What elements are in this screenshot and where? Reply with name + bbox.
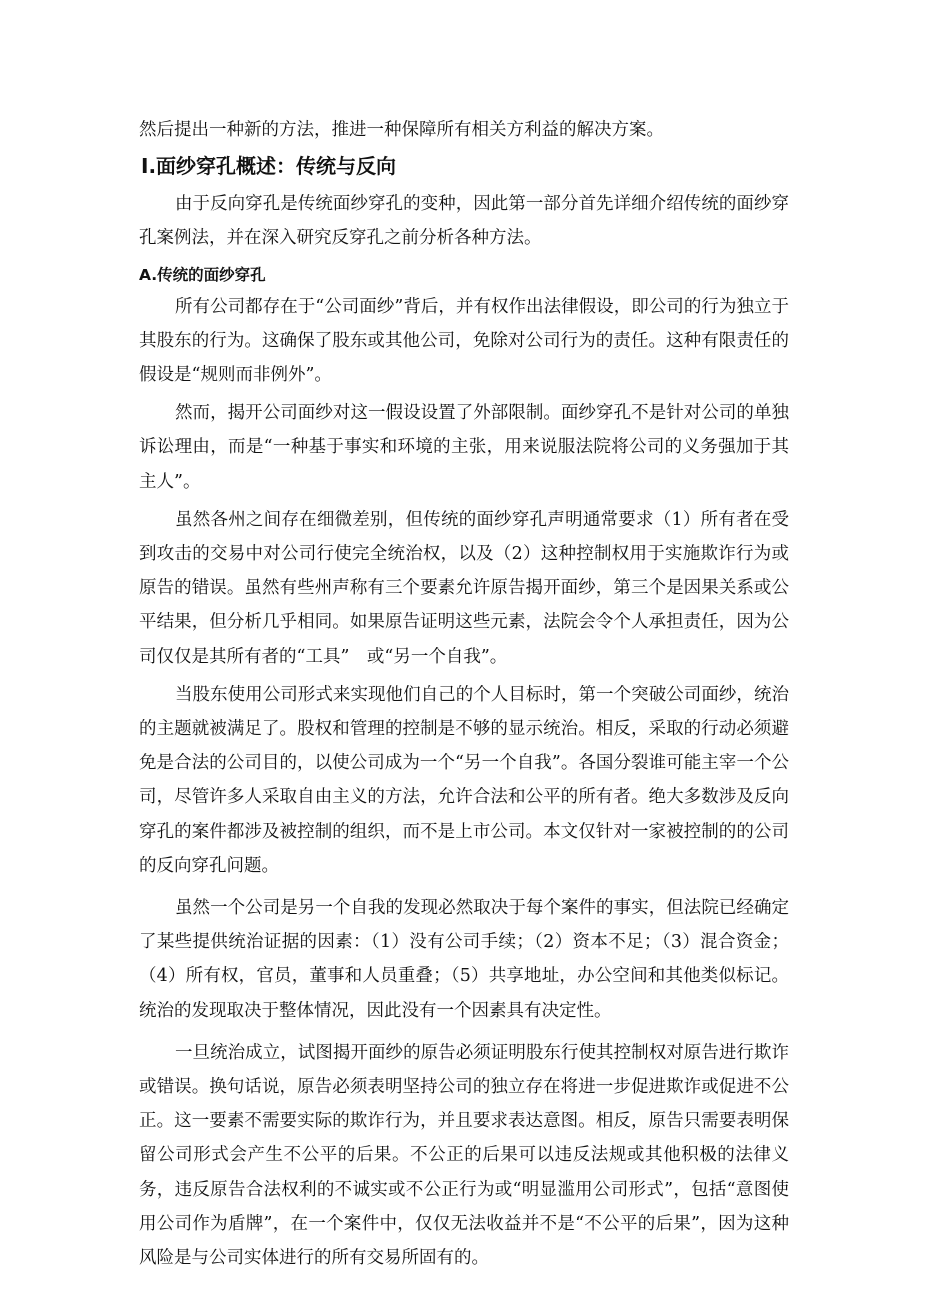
- section-intro-paragraph: 由于反向穿孔是传统面纱穿孔的变种，因此第一部分首先详细介绍传统的面纱穿孔案例法，并在深入研究反穿孔之前分析各种方法。: [139, 194, 789, 249]
- body-paragraph-5: 虽然一个公司是另一个自我的发现必然取决于每个案件的事实，但法院已经确定了某些提供统治证据的因素：（1）没有公司手续；（2）资本不足；（3）混合资金；（4）所有权，官员，董事和人员重叠；（5）共享地址，办公空间和其他类似标记。统治的发现取决于整体情况，因此没有一个因素具有决定性。: [139, 898, 789, 1021]
- body-paragraph-2: 然而，揭开公司面纱对这一假设设置了外部限制。面纱穿孔不是针对公司的单独诉讼理由，而是“一种基于事实和环境的主张，用来说服法院将公司的义务强加于其主人”。: [139, 403, 789, 492]
- subsection-heading: A.传统的面纱穿孔: [139, 265, 266, 284]
- intro-line: 然后提出一种新的方法，推进一种保障所有相关方利益的解决方案。: [139, 120, 664, 140]
- body-paragraph-3: 虽然各州之间存在细微差别，但传统的面纱穿孔声明通常要求（1）所有者在受到攻击的交易中对公司行使完全统治权，以及（2）这种控制权用于实施欺诈行为或原告的错误。虽然有些州声称有三个要素允许原告揭开面纱，第三个是因果关系或公平结果，但分析几乎相同。如果原告证明这些元素，法院会令个人承担责任，因为公司仅仅是其所有者的“工具” 或“另一个自我”。: [139, 509, 789, 667]
- body-paragraph-1: 所有公司都存在于“公司面纱”背后，并有权作出法律假设，即公司的行为独立于其股东的行为。这确保了股东或其他公司，免除对公司行为的责任。这种有限责任的假设是“规则而非例外”。: [139, 296, 789, 386]
- document-body: [139, 113, 789, 1275]
- body-paragraph-4: 当股东使用公司形式来实现他们自己的个人目标时，第一个突破公司面纱，统治的主题就被满足了。股权和管理的控制是不够的显示统治。相反，采取的行动必须避免是合法的公司目的，以使公司成为一个“另一个自我”。各国分裂谁可能主宰一个公司，尽管许多人采取自由主义的方法，允许合法和公平的所有者。绝大多数涉及反向穿孔的案件都涉及被控制的组织，而不是上市公司。本文仅针对一家被控制的的公司的反向穿孔问题。: [139, 684, 789, 876]
- body-paragraph-6: 一旦统治成立，试图揭开面纱的原告必须证明股东行使其控制权对原告进行欺诈或错误。换句话说，原告必须表明坚持公司的独立存在将进一步促进欺诈或促进不公正。这一要素不需要实际的欺诈行为，并且要求表达意图。相反，原告只需要表明保留公司形式会产生不公平的后果。不公正的后果可以违反法规或其他积极的法律义务，违反原告合法权利的不诚实或不公正行为或“明显滥用公司形式”，包括“意图使用公司作为盾牌”，在一个案件中，仅仅无法收益并不是“不公平的后果”，因为这种风险是与公司实体进行的所有交易所固有的。: [139, 1042, 789, 1269]
- section-heading: Ⅰ.面纱穿孔概述：传统与反向: [141, 154, 397, 179]
